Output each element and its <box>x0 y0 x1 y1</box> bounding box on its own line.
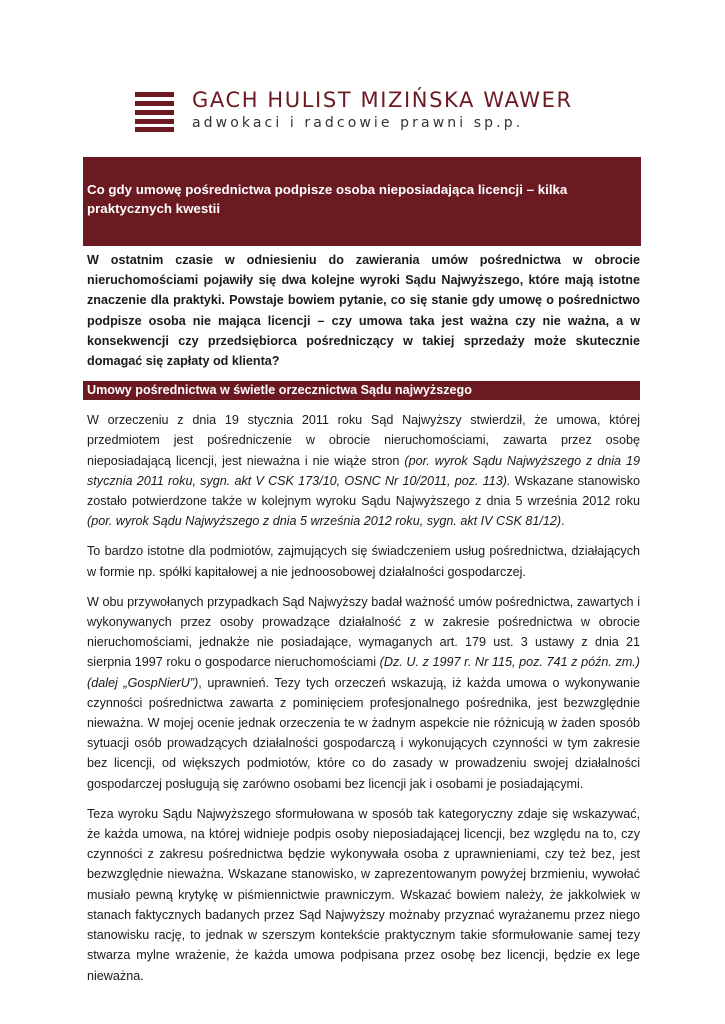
citation: (por. wyrok Sądu Najwyższego z dnia 5 września 2012 roku, sygn. akt IV CSK 81/12) <box>87 514 562 529</box>
title-banner <box>83 157 641 246</box>
letterhead <box>135 88 605 138</box>
body-paragraph-4: Teza wyroku Sądu Najwyższego sformułowana w sposób tak kategoryczny zdaje się wskazywać, że każda umowa, na której widnieje podpis osoby nieposiadającej licencji, bez względu na to, czy czynności z zakresu pośrednictwa będzie wykonywała osoba z uprawnieniami, czy też bez, jest bezwzględnie nieważna. Wskazane stanowisko, w zaprezentowanym powyżej brzmieniu, wywołać musiało pewną krytykę w piśmiennictwie prawniczym. Wskazać bowiem należy, że jakkolwiek w stanach faktycznych badanych przez Sąd Najwyższy możnaby przyznać wyrażanemu przez niego stanowisku rację, to jednak w szerszym kontekście praktycznym takie sformułowanie samej tezy stwarza mylne wrażenie, że każda umowa podpisana przez osobę bez licencji, będzie ex lege nieważna. <box>87 806 640 983</box>
firm-name: GACH HULIST MIZIŃSKA WAWER <box>192 88 573 112</box>
lead-paragraph: W ostatnim czasie w odniesieniu do zawierania umów pośrednictwa w obrocie nieruchomościami pojawiły się dwa kolejne wyroki Sądu Najwyższego, które mają istotne znaczenie dla praktyki. Powstaje bowiem pytanie, co się stanie gdy umowę o pośrednictwo podpisze osoba nie mająca licencji – czy umowa taka jest ważna czy nie ważna, a w konsekwencji czy przedsiębiorca pośredniczący w takiej sprzedaży może skutecznie domagać się zapłaty od klienta? <box>87 253 640 369</box>
article-title: Co gdy umowę pośrednictwa podpisze osoba nieposiadająca licencji – kilka praktycznych kwestii <box>87 182 568 216</box>
citation: (por. wyrok Sądu Najwyższego z dnia 19 stycznia 2011 roku, sygn. akt V CSK 173/10, OSNC Nr 10/2011, poz. 113). <box>87 453 640 488</box>
striped-logo-icon <box>135 92 174 132</box>
article-body <box>87 250 640 996</box>
body-paragraph-2: To bardzo istotne dla podmiotów, zajmujących się świadczeniem usług pośrednictwa, działających w formie np. spółki kapitałowej a nie jednoosobowej działalności gospodarczej. <box>87 544 640 579</box>
firm-subtitle: adwokaci i radcowie prawni sp.p. <box>192 115 524 131</box>
section-header: Umowy pośrednictwa w świetle orzecznictwa Sądu najwyższego <box>83 381 640 400</box>
citation: (Dz. U. z 1997 r. Nr 115, poz. 741 z późn. zm.) (dalej „GospNierU”) <box>87 655 640 690</box>
body-paragraph-3: W obu przywołanych przypadkach Sąd Najwyższy badał ważność umów pośrednictwa, zawartych i wykonywanych przez osoby prowadzące działalność z w zakresie pośrednictwa w obrocie nieruchomościami, jednakże nie posiadające, wymaganych art. 179 ust. 3 ustawy z dnia 21 sierpnia 1997 roku o gospodarce nieruchomościami (Dz. U. z 1997 r. Nr 115, poz. 741 z późn. zm.) (dalej „GospNierU”), uprawnień. Tezy tych orzeczeń wskazują, iż każda umowa o wykonywanie czynności pośrednictwa zawarta z pominięciem profesjonalnego pośrednika, jest bezwzględnie nieważna. W mojej ocenie jednak orzeczenia te w żadnym aspekcie nie różnicują w żaden sposób sytuacji osób prowadzących działalności gospodarczą i wykonujących czynności w tym zakresie bez licencji, od większych podmiotów, które co do zasady w prowadzeniu swojej działalności gospodarczej posługują się zarówno osobami bez licencji jak i osobami je posiadającymi. <box>87 594 640 791</box>
body-paragraph-1: W orzeczeniu z dnia 19 stycznia 2011 roku Sąd Najwyższy stwierdził, że umowa, której przedmiotem jest pośredniczenie w obrocie nieruchomościami, zawarta przez osobę nieposiadającą licencji, jest nieważna i nie wiąże stron (por. wyrok Sądu Najwyższego z dnia 19 stycznia 2011 roku, sygn. akt V CSK 173/10, OSNC Nr 10/2011, poz. 113). Wskazane stanowisko zostało potwierdzone także w kolejnym wyroku Sądu Najwyższego z dnia 5 września 2012 roku (por. wyrok Sądu Najwyższego z dnia 5 września 2012 roku, sygn. akt IV CSK 81/12). <box>87 413 641 529</box>
